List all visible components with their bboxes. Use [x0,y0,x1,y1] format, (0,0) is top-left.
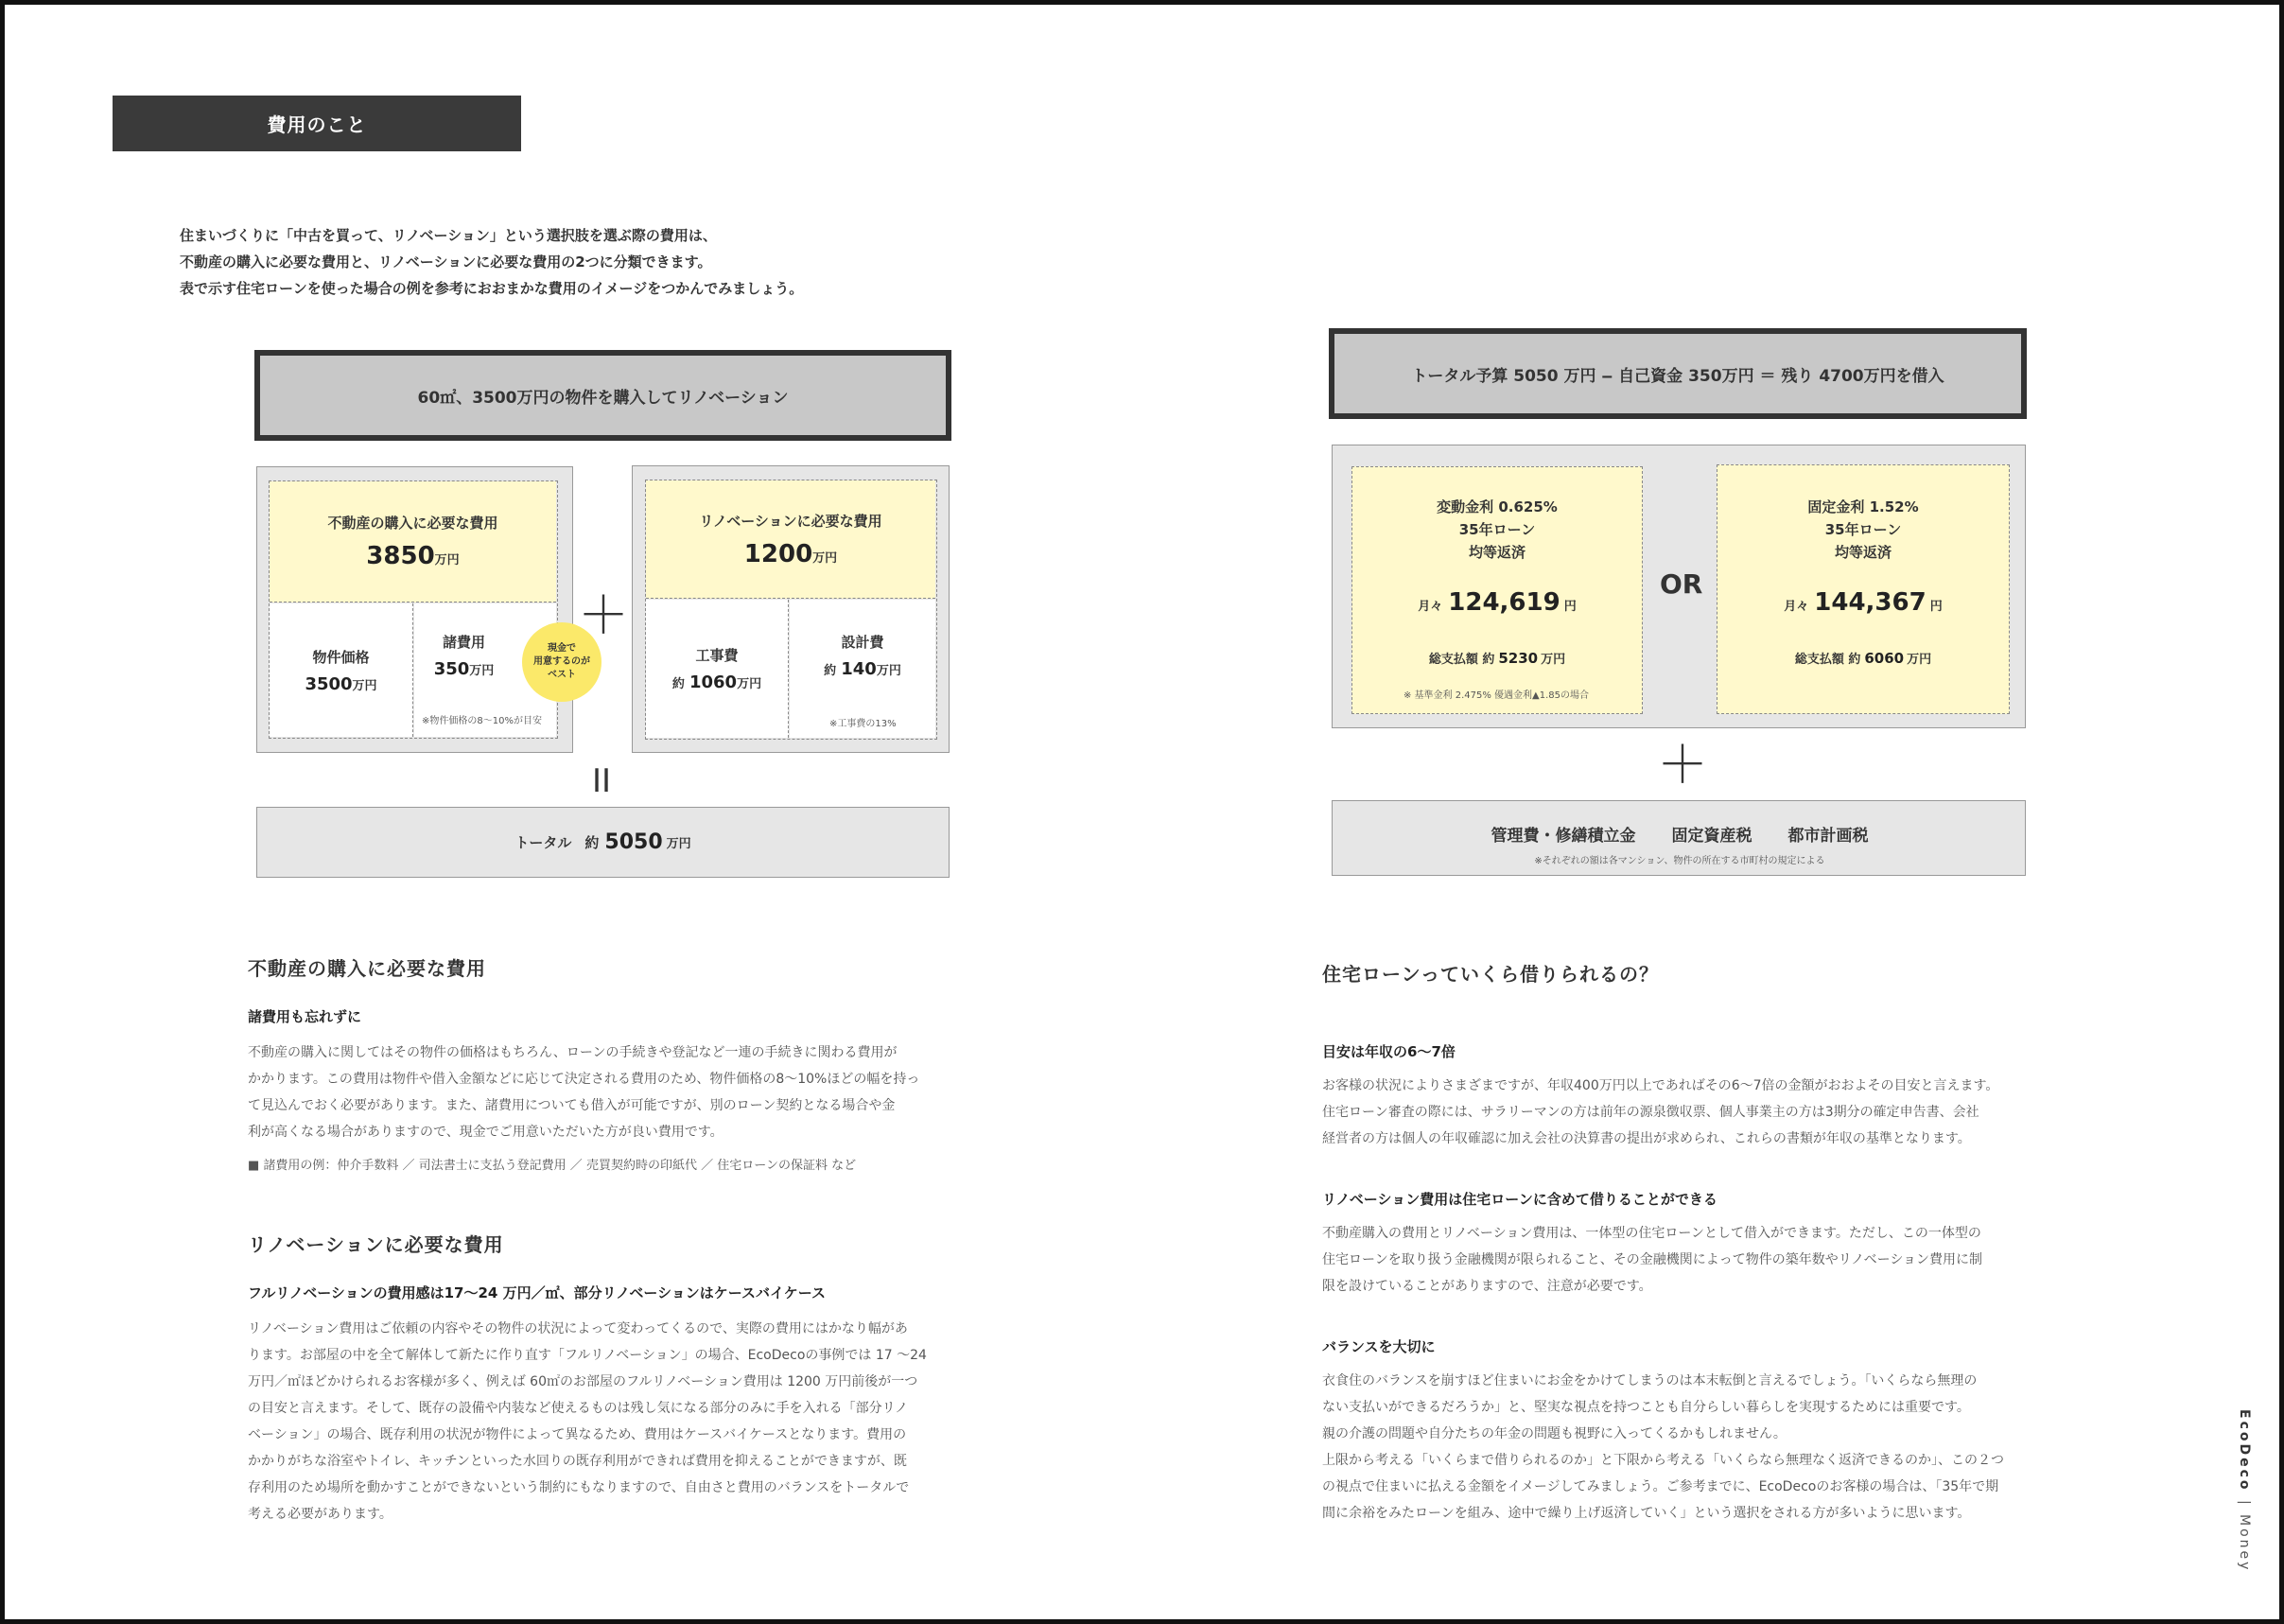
property-price-cell [270,603,413,737]
design-cost-cell [790,600,935,738]
property-price-label: 物件価格 [312,648,370,666]
fixed-total-unit: 万円 [1907,653,1932,667]
body-line: ベーション」の場合、既存利用の状況が物件によって異なるため、費用はケースバイケースとなります。費用の [248,1427,907,1442]
construction-cost-value: 1060 [689,672,738,692]
body-line: ない支払いができるだろうか」と、堅実な視点を持つことも自分らしい暮らしを実現するためには重要です。 [1322,1400,1970,1415]
purchase-amount: 3850 [366,542,435,570]
body-line: て見込んでおく必要があります。また、諸費用についても借入が可能ですが、別のローン契約となる場合や金 [248,1098,896,1113]
body-line: 間に余裕をみたローンを組み、途中で繰り上げ返済していく」という選択をされる方が多いように思います。 [1322,1506,1971,1521]
purchase-dashed-inner [269,480,558,739]
misc-cost-note: ※物件価格の8～10%が目安 [422,716,542,726]
property-price-unit: 万円 [352,678,377,693]
body-line: お客様の状況によりさまざまですが、年収400万円以上であればその6～7倍の金額がおおよその目安と言えます。 [1322,1078,1999,1093]
variable-rate-plan [1351,466,1643,714]
total-box [256,807,950,878]
design-cost-unit: 万円 [876,664,901,678]
body-line: かかりがちな浴室やトイレ、キッチンといった水回りの既存利用ができれば費用を抑えることができますが、既 [248,1454,907,1469]
property-price-value: 3500 [305,673,353,694]
renovation-label: リノベーションに必要な費用 [699,512,882,530]
intro-line: 表で示す住宅ローンを使った場合の例を参考におおまかな費用のイメージをつかんでみましょう。 [180,280,804,297]
body-line: 親の介護の問題や自分たちの年金の問題も視野に入ってくるかもしれません。 [1322,1426,1787,1441]
tax-item-property: 固定資産税 [1671,827,1752,846]
body-line: 上限から考える「いくらまで借りられるのか」と下限から考える「いくらなら無理なく返済できるのか」、この２つ [1322,1453,2004,1468]
fixed-total-value: 6060 [1864,650,1905,667]
balance-body [1322,1368,2004,1527]
variable-term-line: 35年ローン [1458,521,1536,538]
body-line: 万円／㎡ほどかけられるお客様が多く、例えば 60㎡のお部屋のフルリノベーション費用は 1200 万円前後が一つ [248,1374,918,1389]
purchase-cost-heading: 不動産の購入に必要な費用 [248,957,486,980]
variable-monthly-value: 124,619 [1448,588,1560,617]
property-title-box: 60㎡、3500万円の物件を購入してリノベーション [254,350,951,441]
badge-line: ベスト [548,670,576,680]
design-cost-prefix: 約 [824,664,837,678]
variable-total-value: 5230 [1498,650,1539,667]
body-line: 不動産の購入に関してはその物件の価格はもちろん、ローンの手続きや登記など一連の手続きに関わる費用が [248,1045,898,1060]
combined-loan-subheading: リノベーション費用は住宅ローンに含めて借りることができる [1322,1191,1717,1208]
construction-cost-prefix: 約 [671,677,685,691]
or-label: OR [1660,568,1703,600]
tax-item-maintenance: 管理費・修繕積立金 [1491,827,1636,846]
body-line: 考える必要があります。 [248,1507,392,1522]
fixed-rate-line: 固定金利 1.52% [1807,498,1919,515]
design-cost-value: 140 [841,659,877,679]
taxes-note: ※それぞれの額は各マンション、物件の所在する市町村の規定による [1534,856,1825,866]
side-label [2237,1409,2265,1573]
income-body [1322,1073,1998,1152]
renovation-summary [646,480,935,599]
body-line: 不動産購入の費用とリノベーション費用は、一体型の住宅ローンとして借入ができます。ただし、この一体型の [1322,1226,1981,1241]
loan-heading: 住宅ローンっていくら借りられるの？ [1322,963,1659,986]
section-name: Money [2237,1514,2252,1573]
misc-cost-examples: ■ 諸費用の例：仲介手数料 ／ 司法書士に支払う登記費用 ／ 売買契約時の印紙代 ／ 住宅ローンの保証料 など [248,1159,857,1173]
renovation-cost-heading: リノベーションに必要な費用 [248,1233,504,1256]
total-label: トータル [514,834,572,851]
body-line: 存利用のため場所を動かすことができないという制約にもなりますので、自由さと費用のバランスをトータルで [248,1480,910,1495]
misc-cost-unit: 万円 [469,664,495,678]
renovation-cost-body [248,1316,927,1528]
body-line: 衣食住のバランスを崩すほど住まいにお金をかけてしまうのは本末転倒と言えるでしょう。「いくらなら無理の [1322,1373,1978,1388]
fixed-rate-plan [1717,464,2010,714]
variable-rate-note: ※ 基準金利 2.475% 優遇金利▲1.85の場合 [1404,690,1590,701]
loan-options-box [1332,445,2026,728]
fixed-monthly-prefix: 月々 [1784,600,1809,614]
body-line: かかります。この費用は物件や借入金額などに応じて決定される費用のため、物件価格の8～10%ほどの幅を持っ [248,1072,920,1087]
variable-monthly-prefix: 月々 [1418,600,1443,614]
balance-subheading: バランスを大切に [1322,1338,1436,1355]
brand-name: EcoDeco [2237,1409,2252,1493]
intro-line: 不動産の購入に必要な費用と、リノベーションに必要な費用の2つに分類できます。 [180,253,712,271]
renovation-cost-subheading: フルリノベーションの費用感は17～24 万円／㎡、部分リノベーションはケースバイケース [248,1284,826,1301]
total-unit: 万円 [666,837,691,851]
variable-repayment-line: 均等返済 [1468,544,1526,561]
fixed-term-line: 35年ローン [1824,521,1902,538]
misc-cost-value: 350 [433,659,470,679]
variable-total-text: 総支払額 約 [1428,653,1495,667]
combined-loan-body [1322,1220,1982,1300]
badge-line: 用意するのが [533,656,590,667]
design-cost-label: 設計費 [841,634,884,651]
badge-line: 現金で [548,643,576,654]
body-line: の視点で住まいに払える金額をイメージしてみましょう。ご参考までに、EcoDecoのお客様の場合は、「35年で期 [1322,1479,1999,1494]
construction-cost-cell [646,600,789,738]
construction-cost-label: 工事費 [695,647,739,664]
variable-total-unit: 万円 [1541,653,1566,667]
purchase-cost-box [256,466,573,753]
renovation-unit: 万円 [812,550,838,566]
taxes-box [1332,800,2026,876]
intro-line: 住まいづくりに「中古を買って、リノベーション」という選択肢を選ぶ際の費用は、 [180,227,717,244]
body-line: 利が高くなる場合がありますので、現金でご用意いただいた方が良い費用です。 [248,1125,724,1140]
body-line: 限を設けていることがありますので、注意が必要です。 [1322,1279,1652,1294]
renovation-dashed-inner [645,480,937,740]
body-line: の目安と言えます。そして、既存の設備や内装など使えるものは残し気になる部分のみに手を入れる「部分リノ [248,1401,909,1416]
purchase-unit: 万円 [434,553,460,568]
purchase-cost-body [248,1039,919,1145]
section-title: 費用のこと [113,96,521,151]
fixed-monthly-value: 144,367 [1814,588,1927,617]
purchase-label: 不動産の購入に必要な費用 [327,515,498,532]
renovation-cost-box [632,465,950,753]
fixed-monthly-unit: 円 [1929,600,1943,614]
plus-sign: ＋ [578,585,629,645]
tax-item-city-planning: 都市計画税 [1787,827,1869,846]
income-subheading: 目安は年収の6～7倍 [1322,1043,1456,1060]
body-line: ります。お部屋の中を全て解体して新たに作り直す「フルリノベーション」の場合、EcoDecoの事例では 17 ～24 [248,1348,927,1363]
body-line: 住宅ローンを取り扱う金融機関が限られること、その金融機関によって物件の築年数やリノベーション費用に制 [1322,1252,1983,1267]
body-line: 経営者の方は個人の年収確認に加え会社の決算書の提出が求められ、これらの書類が年収の基準となります。 [1322,1131,1971,1146]
equals-sign: II [592,762,612,800]
purchase-summary [270,481,556,602]
renovation-amount: 1200 [743,539,813,568]
body-line: リノベーション費用はご依頼の内容やその物件の状況によって変わってくるので、実際の費用にはかなり幅があ [248,1321,908,1336]
construction-cost-unit: 万円 [737,677,762,691]
variable-monthly-unit: 円 [1563,600,1577,614]
fixed-total-text: 総支払額 約 [1794,653,1861,667]
misc-cost-subheading: 諸費用も忘れずに [248,1008,362,1025]
fixed-repayment-line: 均等返済 [1834,544,1892,561]
variable-rate-line: 変動金利 0.625% [1437,498,1558,515]
intro-text [180,222,803,302]
design-cost-note: ※工事費の13% [829,719,897,729]
loan-title-box: トータル予算 5050 万円 ‒ 自己資金 350万円 ＝ 残り 4700万円を借入 [1329,328,2027,419]
total-value: 5050 [604,830,663,854]
body-line: 住宅ローン審査の際には、サラリーマンの方は前年の源泉徴収票、個人事業主の方は3期分の確定申告書、会社 [1322,1105,1979,1120]
misc-cost-label: 諸費用 [442,634,485,651]
side-divider: | [2237,1499,2252,1508]
total-prefix: 約 [584,834,600,851]
plus-sign: ＋ [1657,735,1708,795]
